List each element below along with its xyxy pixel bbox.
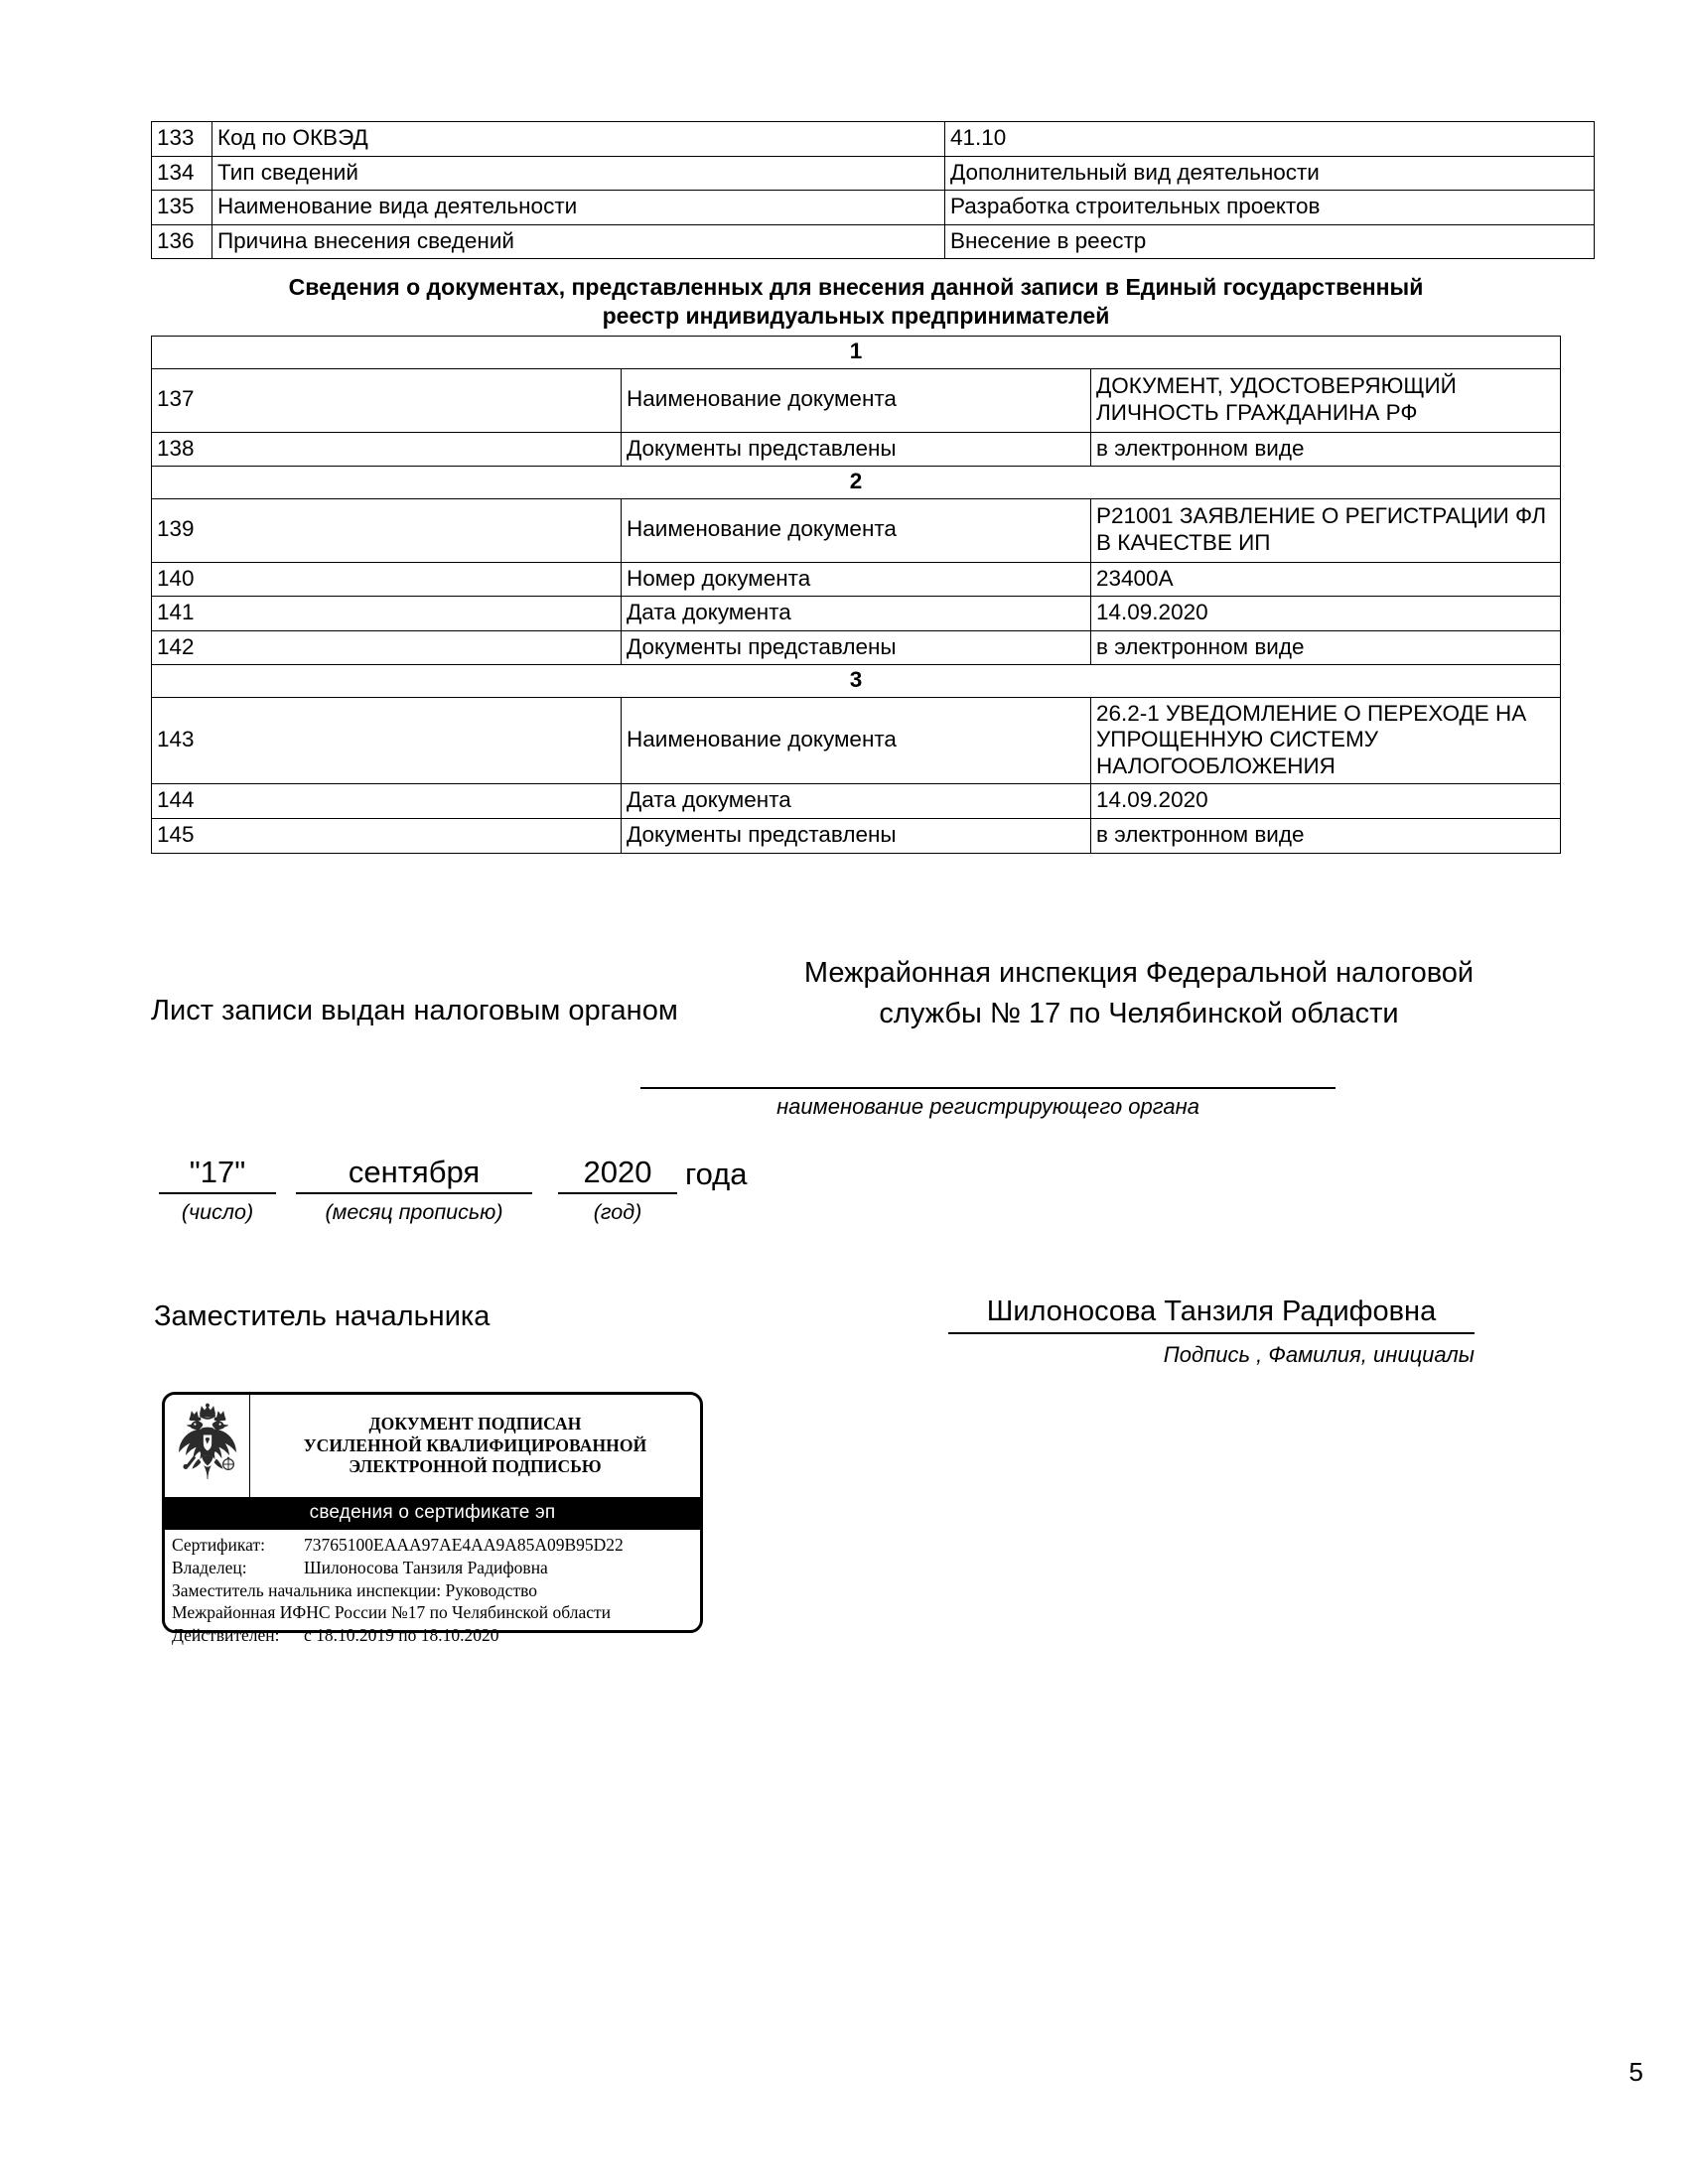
row-number: 134 — [152, 156, 212, 191]
table-row — [152, 819, 1561, 854]
issue-date-fields — [151, 1155, 748, 1194]
stamp-heading-text — [250, 1395, 700, 1497]
issue-date-year: 2020 — [558, 1155, 677, 1194]
table-row — [152, 597, 1561, 631]
stamp-certificate-row — [172, 1534, 700, 1557]
stamp-owner-key: Владелец: — [172, 1557, 247, 1577]
issued-by-block — [151, 953, 1571, 1082]
activity-details-table — [151, 121, 1595, 259]
russian-coat-of-arms-icon — [165, 1395, 250, 1497]
document-group-number: 2 — [152, 467, 1561, 499]
row-number: 144 — [152, 784, 622, 819]
page-number: 5 — [1628, 2057, 1643, 2087]
table-row — [152, 122, 1595, 157]
issue-date-block — [151, 1155, 945, 1244]
registering-authority-name: Межрайонная инспекция Федеральной налоговой службы № 17 по Челябинской области — [803, 957, 1475, 1030]
stamp-certificate-details — [165, 1530, 700, 1650]
table-row — [152, 368, 1561, 432]
stamp-certificate-bar: сведения о сертификате эп — [165, 1497, 700, 1530]
row-label: Документы представлены — [622, 819, 1091, 854]
row-label: Код по ОКВЭД — [212, 122, 945, 157]
row-number: 136 — [152, 224, 212, 259]
stamp-owner-value: Шилоносова Танзиля Радифовна — [304, 1557, 548, 1577]
row-label: Тип сведений — [212, 156, 945, 191]
document-group-number: 3 — [152, 665, 1561, 698]
issue-date-day: "17" — [159, 1155, 276, 1194]
row-number: 140 — [152, 562, 622, 597]
row-label: Документы представлены — [622, 630, 1091, 665]
electronic-signature-stamp — [162, 1392, 703, 1645]
issue-date-year-caption: (год) — [593, 1200, 642, 1224]
row-value: 14.09.2020 — [1091, 784, 1561, 819]
issue-date-day-caption: (число) — [181, 1200, 254, 1224]
stamp-organization-line: Межрайонная ИФНС России №17 по Челябинской области — [172, 1602, 612, 1623]
registering-authority-caption: наименование регистрирующего органа — [776, 1094, 1199, 1119]
section-title-line-1: Сведения о документах, представленных для внесения данной записи в Единый государственный — [288, 274, 1424, 300]
row-value: Внесение в реестр — [945, 224, 1595, 259]
issue-date-captions — [151, 1200, 677, 1225]
documents-section-title — [151, 273, 1561, 332]
issue-date-suffix: года — [685, 1157, 748, 1191]
row-number: 141 — [152, 597, 622, 631]
row-number: 137 — [152, 368, 622, 432]
document-group-header-row — [152, 337, 1561, 369]
row-number: 145 — [152, 819, 622, 854]
stamp-certificate-key: Сертификат: — [172, 1535, 265, 1555]
section-title-line-2: реестр индивидуальных предпринимателей — [602, 303, 1110, 330]
table-row — [152, 224, 1595, 259]
row-number: 135 — [152, 191, 212, 225]
stamp-header — [165, 1395, 700, 1497]
row-value: 14.09.2020 — [1091, 597, 1561, 631]
document-group-header-row — [152, 665, 1561, 698]
row-value: ДОКУМЕНТ, УДОСТОВЕРЯЮЩИЙ ЛИЧНОСТЬ ГРАЖДАНИНА РФ — [1091, 368, 1561, 432]
row-value: Дополнительный вид деятельности — [945, 156, 1595, 191]
row-value: в электронном виде — [1091, 432, 1561, 467]
row-label: Наименование документа — [622, 498, 1091, 562]
table-row — [152, 432, 1561, 467]
table-row — [152, 156, 1595, 191]
row-label: Дата документа — [622, 597, 1091, 631]
stamp-heading-line-1: ДОКУМЕНТ ПОДПИСАН — [368, 1414, 582, 1434]
row-value: в электронном виде — [1091, 819, 1561, 854]
signatory-name: Шилоносова Танзиля Радифовна — [948, 1296, 1475, 1334]
stamp-heading-line-2: УСИЛЕННОЙ КВАЛИФИЦИРОВАННОЙ — [303, 1434, 647, 1455]
document-group-number: 1 — [152, 337, 1561, 369]
stamp-owner-row — [172, 1557, 700, 1579]
issue-date-month: сентября — [296, 1155, 532, 1194]
table-row — [152, 191, 1595, 225]
table-row — [152, 498, 1561, 562]
row-number: 143 — [152, 697, 622, 784]
issue-date-month-caption: (месяц прописью) — [325, 1200, 503, 1224]
row-value: 41.10 — [945, 122, 1595, 157]
submitted-documents-table — [151, 336, 1561, 854]
row-value: в электронном виде — [1091, 630, 1561, 665]
stamp-validity-row — [172, 1624, 700, 1647]
issued-by-label: Лист записи выдан налоговым органом — [151, 995, 678, 1026]
table-row — [152, 630, 1561, 665]
row-label: Причина внесения сведений — [212, 224, 945, 259]
row-number: 138 — [152, 432, 622, 467]
row-value: Разработка строительных проектов — [945, 191, 1595, 225]
stamp-heading-line-3: ЭЛЕКТРОННОЙ ПОДПИСЬЮ — [349, 1456, 602, 1477]
stamp-validity-key: Действителен: — [172, 1625, 280, 1645]
row-value: Р21001 ЗАЯВЛЕНИЕ О РЕГИСТРАЦИИ ФЛ В КАЧЕСТВЕ ИП — [1091, 498, 1561, 562]
row-number: 139 — [152, 498, 622, 562]
registering-authority-rule — [640, 1087, 1336, 1089]
row-label: Наименование документа — [622, 697, 1091, 784]
signature-caption: Подпись , Фамилия, инициалы — [1163, 1342, 1475, 1367]
row-label: Документы представлены — [622, 432, 1091, 467]
stamp-validity-value: с 18.10.2019 по 18.10.2020 — [304, 1625, 499, 1645]
row-value: 26.2-1 УВЕДОМЛЕНИЕ О ПЕРЕХОДЕ НА УПРОЩЕННУЮ СИСТЕМУ НАЛОГООБЛОЖЕНИЯ — [1091, 697, 1561, 784]
row-label: Номер документа — [622, 562, 1091, 597]
row-label: Наименование документа — [622, 368, 1091, 432]
table-row — [152, 562, 1561, 597]
signatory-position: Заместитель начальника — [154, 1300, 491, 1332]
table-row — [152, 784, 1561, 819]
row-label: Дата документа — [622, 784, 1091, 819]
stamp-role-line: Заместитель начальника инспекции: Руководство — [172, 1579, 537, 1600]
row-value: 23400А — [1091, 562, 1561, 597]
table-row — [152, 697, 1561, 784]
document-group-header-row — [152, 467, 1561, 499]
row-label: Наименование вида деятельности — [212, 191, 945, 225]
row-number: 142 — [152, 630, 622, 665]
stamp-certificate-value: 73765100EAAA97AE4AA9A85A09B95D22 — [304, 1535, 624, 1555]
row-number: 133 — [152, 122, 212, 157]
